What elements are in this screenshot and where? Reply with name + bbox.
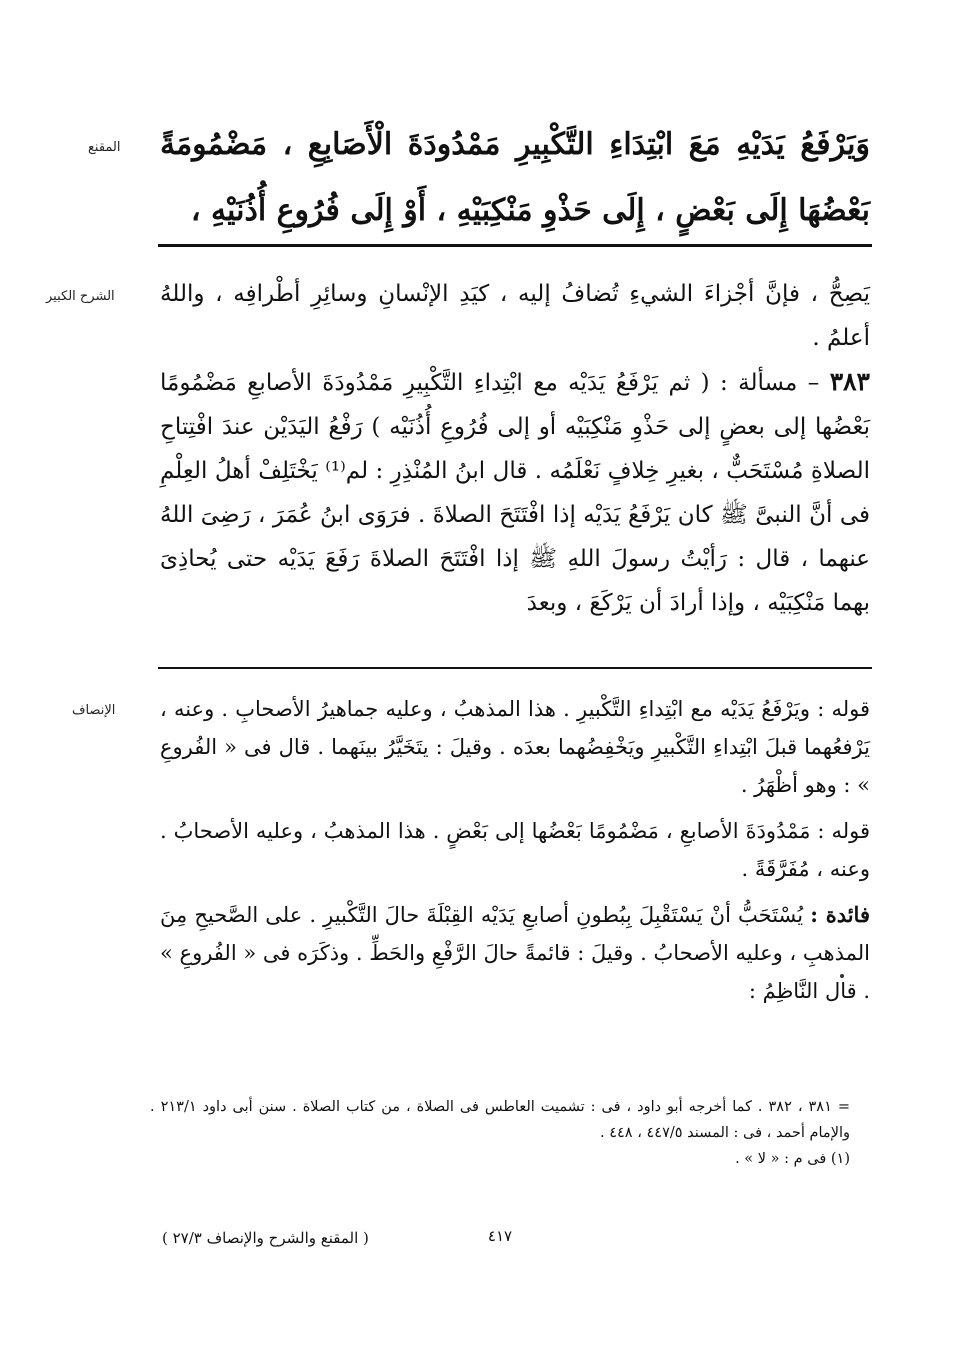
insaf-paragraph: قوله : مَمْدُودَةَ الأصابعِ ، مَضْمُومًا بَعْضُها إلى بَعْضٍ . هذا المذهبُ ، وعليه الأصحابُ . وعنه ، مُفَرَّقَةً .	[160, 819, 870, 881]
sharh-masala	[160, 360, 870, 625]
footnote: = ٣٨١ ، ٣٨٢ . كما أخرجه أبو داود ، فى : تشميت العاطس فى الصلاة ، من كتاب الصلاة . سنن أبى داود ٢١٣/١ . والإمام أحمد ، فى : المسند ٤٤٧/٥ ، ٤٤٨ .	[150, 1099, 850, 1141]
footnotes	[150, 1094, 850, 1172]
muqni-text: وَيَرْفَعُ يَدَيْهِ مَعَ ابْتِدَاءِ التَّكْبِيرِ مَمْدُودَةَ الْأَصَابِعِ ، مَضْمُومَةً بَعْضُهَا إِلَى بَعْضٍ ، إِلَى حَذْوِ مَنْكِبَيْهِ ، أَوْ إِلَى فُرُوعِ أُذُنَيْهِ ،	[160, 127, 870, 228]
section-divider	[158, 667, 872, 669]
footnote: (١) فى م : « لا » .	[735, 1151, 850, 1167]
insaf-paragraph	[160, 896, 870, 1010]
masala-text: – مسألة : ( ثم يَرْفَعُ يَدَيْه مع ابْتِداءِ التَّكْبِيرِ مَمْدُودَةَ الأصابعِ مَضْمُومًا بَعْضُها إلى بعضٍ إلى حَذْوِ مَنْكِبَيْه أو إلى فُرُوعِ أُذُنَيْه ) رَفْعُ اليَدَيْن عندَ افْتِتاحِ الصلاةِ مُسْتَحَبٌّ ، بغيرِ خِلافٍ نَعْلَمُه . قال ابنُ المُنْذِرِ : لم⁽¹⁾ يَخْتَلِفْ أهلُ العِلْمِ فى أنَّ النبىَّ ﷺ كان يَرْفَعُ يَدَيْه إذا افْتَتَحَ الصلاةَ . فرَوَى ابنُ عُمَرَ ، رَضِىَ اللهُ عنهما ، قال : رَأيْتُ رسولَ اللهِ ﷺ إذا افْتَتَحَ الصلاةَ رَفَعَ يَدَيْه حتى يُحاذِىَ بهما مَنْكِبَيْه ، وإذا أرادَ أن يَرْكَعَ ، وبعدَ	[160, 370, 870, 616]
margin-dot	[840, 974, 844, 978]
masala-number: ٣٨٣	[829, 367, 870, 396]
margin-label-insaf: الإنصاف	[72, 703, 116, 718]
volume-reference: ( المقنع والشرح والإنصاف ٢٧/٣ )	[162, 1229, 369, 1247]
margin-label-sharh: الشرح الكبير	[46, 289, 115, 304]
page-footer	[150, 1227, 850, 1257]
insaf-section	[160, 690, 870, 1018]
insaf-paragraph: قوله : ويَرْفَعُ يَدَيْه مع ابْتِداءِ التَّكْبيرِ . هذا المذهبُ ، وعليه جماهيرُ الأصحابِ . وعنه ، يَرْفعُهما قبلَ ابْتِداءِ التَّكْبيرِ ويَخْفِضُهما بعدَه . وقيلَ : يتَخَيَّرُ بينَهما . قال فى « الفُروعِ » : وهو أظْهَرُ .	[160, 697, 870, 797]
faida-label: فائدة :	[810, 902, 870, 927]
page-number: ٤١٧	[487, 1227, 513, 1245]
section-divider	[158, 244, 872, 247]
faida-text: يُسْتَحَبُّ أنْ يَسْتَقْبِلَ بِبُطونِ أصابعِ يَدَيْه القِبْلَةَ حالَ التَّكْبيرِ . على الصَّحيحِ مِنَ المذهبِ ، وعليه الأصحابُ . وقيلَ : قائمةً حالَ الرَّفْعِ والحَطِّ . وذكَرَه فى « الفُروعِ » . قال النَّاظِمُ :	[160, 903, 870, 1003]
sharh-section	[160, 272, 870, 625]
sharh-intro: يَصِحُّ ، فإنَّ أجْزاءَ الشيءِ تُضافُ إليه ، كيَدِ الإنْسانِ وسائِرِ أطْرافِه ، واللهُ أعلمُ .	[160, 281, 870, 351]
margin-label-muqni: المقنع	[88, 140, 121, 155]
